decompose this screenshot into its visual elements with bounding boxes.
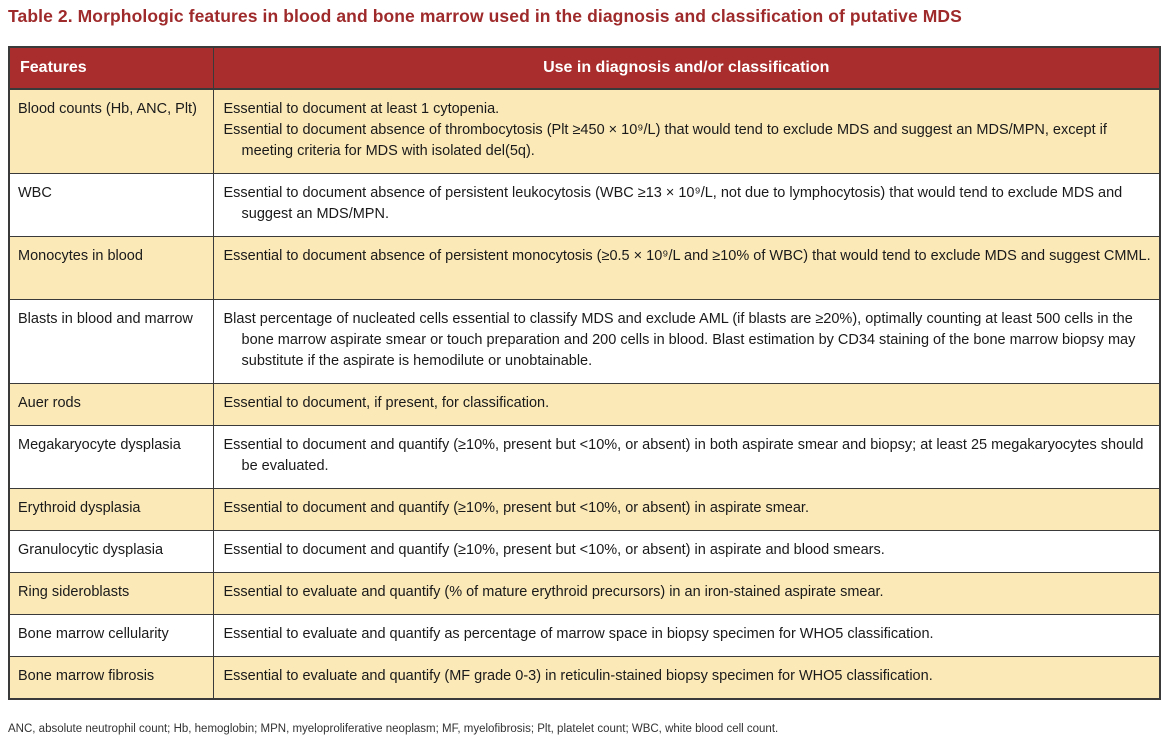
feature-label: Megakaryocyte dysplasia bbox=[18, 436, 181, 453]
table-row bbox=[10, 488, 1159, 530]
feature-cell bbox=[10, 572, 213, 614]
table-row bbox=[10, 383, 1159, 425]
use-cell bbox=[213, 488, 1159, 530]
feature-label: Monocytes in blood bbox=[18, 247, 143, 264]
feature-cell bbox=[10, 89, 213, 173]
use-text: Essential to document absence of thrombocytosis (Plt ≥450 × 10⁹/L) that would tend to exclude MDS and suggest an MDS/MPN, except if meeting criteria for MDS with isolated del(5q). bbox=[223, 122, 1107, 159]
table-title: Table 2. Morphologic features in blood and bone marrow used in the diagnosis and classification of putative MDS bbox=[8, 6, 962, 26]
table-row bbox=[10, 614, 1159, 656]
header-features: Features bbox=[10, 48, 213, 89]
feature-label: Bone marrow fibrosis bbox=[18, 667, 155, 684]
table-header-row bbox=[10, 48, 1159, 89]
table-row bbox=[10, 299, 1159, 383]
feature-label: Granulocytic dysplasia bbox=[18, 541, 164, 558]
use-cell bbox=[213, 656, 1159, 698]
table-footnote: ANC, absolute neutrophil count; Hb, hemoglobin; MPN, myeloproliferative neoplasm; MF, myelofibrosis; Plt, platelet count; WBC, white blood cell count. bbox=[8, 723, 779, 735]
use-text: Essential to document, if present, for classification. bbox=[223, 394, 550, 411]
use-text: Essential to document absence of persistent monocytosis (≥0.5 × 10⁹/L and ≥10% of WBC) that would tend to exclude MDS and suggest CMML. bbox=[223, 247, 1151, 264]
use-cell bbox=[213, 572, 1159, 614]
use-text: Essential to document and quantify (≥10%, present but <10%, or absent) in aspirate and blood smears. bbox=[223, 541, 885, 558]
feature-label: Ring sideroblasts bbox=[18, 583, 130, 600]
use-text: Essential to document absence of persistent leukocytosis (WBC ≥13 × 10⁹/L, not due to lymphocytosis) that would tend to exclude MDS and suggest an MDS/MPN. bbox=[223, 184, 1123, 222]
feature-label: Auer rods bbox=[18, 394, 81, 411]
features-table bbox=[8, 46, 1161, 700]
feature-cell bbox=[10, 173, 213, 236]
feature-cell bbox=[10, 236, 213, 299]
use-cell bbox=[213, 383, 1159, 425]
table-row bbox=[10, 530, 1159, 572]
table-row bbox=[10, 425, 1159, 488]
use-text: Essential to evaluate and quantify (% of mature erythroid precursors) in an iron-stained aspirate smear. bbox=[223, 583, 884, 600]
use-text: Essential to evaluate and quantify as percentage of marrow space in biopsy specimen for WHO5 classification. bbox=[223, 625, 934, 642]
table-row bbox=[10, 89, 1159, 173]
use-text: Essential to evaluate and quantify (MF grade 0-3) in reticulin-stained biopsy specimen for WHO5 classification. bbox=[223, 667, 933, 684]
use-text: Essential to document at least 1 cytopenia. bbox=[223, 101, 500, 117]
table-row bbox=[10, 572, 1159, 614]
feature-cell bbox=[10, 488, 213, 530]
use-cell bbox=[213, 299, 1159, 383]
table-row bbox=[10, 236, 1159, 299]
use-text: Essential to document and quantify (≥10%, present but <10%, or absent) in aspirate smear. bbox=[223, 499, 809, 516]
use-cell bbox=[213, 614, 1159, 656]
feature-cell bbox=[10, 383, 213, 425]
use-cell bbox=[213, 89, 1159, 173]
feature-cell bbox=[10, 530, 213, 572]
use-cell bbox=[213, 236, 1159, 299]
feature-label: Erythroid dysplasia bbox=[18, 499, 141, 516]
use-text: Essential to document and quantify (≥10%, present but <10%, or absent) in both aspirate smear and biopsy; at least 25 megakaryocytes should be evaluated. bbox=[223, 436, 1144, 474]
use-cell bbox=[213, 173, 1159, 236]
table-row bbox=[10, 173, 1159, 236]
feature-label: Blasts in blood and marrow bbox=[18, 310, 193, 327]
use-cell bbox=[213, 530, 1159, 572]
table-row bbox=[10, 656, 1159, 698]
feature-cell bbox=[10, 299, 213, 383]
feature-label: Blood counts (Hb, ANC, Plt) bbox=[18, 101, 197, 117]
feature-cell bbox=[10, 656, 213, 698]
feature-label: Bone marrow cellularity bbox=[18, 625, 169, 642]
header-use: Use in diagnosis and/or classification bbox=[213, 48, 1159, 89]
use-text: Blast percentage of nucleated cells essential to classify MDS and exclude AML (if blasts are ≥20%), optimally counting at least 500 cells in the bone marrow aspirate smear or touch preparation and 200 cells in blood. Blast estimation by CD34 staining of the bone marrow biopsy may substitute if the aspirate is hemodilute or unobtainable. bbox=[223, 310, 1136, 369]
feature-cell bbox=[10, 425, 213, 488]
feature-cell bbox=[10, 614, 213, 656]
use-cell bbox=[213, 425, 1159, 488]
feature-label: WBC bbox=[18, 184, 52, 201]
